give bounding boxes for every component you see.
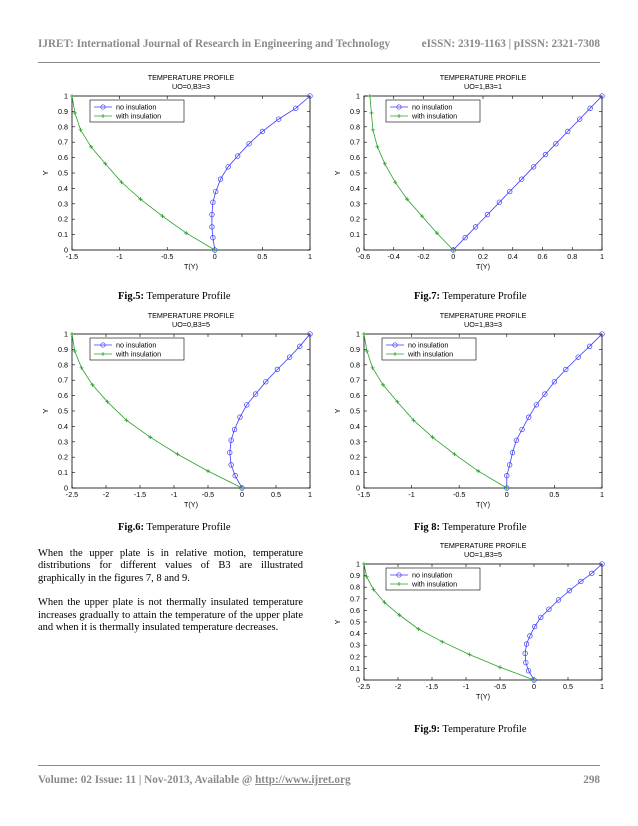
y-tick-label: 0.3 (58, 437, 68, 447)
legend-label: with insulation (116, 349, 162, 359)
y-tick-label: 0.6 (58, 153, 68, 163)
x-tick-label: -1.5 (425, 682, 439, 691)
x-tick-label: -2.5 (357, 682, 371, 691)
x-tick-label: 1 (600, 252, 604, 261)
x-tick-label: -1 (408, 490, 415, 499)
y-tick-label: 0.6 (350, 605, 360, 615)
y-axis-label: Y (333, 619, 342, 625)
legend-label: no insulation (116, 102, 157, 112)
x-axis-label: T(Y) (476, 262, 490, 271)
figure-5-chart (38, 72, 320, 280)
y-tick-label: 0.7 (350, 137, 360, 147)
y-tick-label: 0.1 (58, 230, 68, 240)
footer-link[interactable]: http://www.ijret.org (255, 774, 351, 786)
x-tick-label: 0.6 (537, 252, 548, 261)
y-tick-label: 0.8 (58, 122, 68, 132)
legend-label: no insulation (408, 340, 449, 350)
y-tick-label: 0.7 (58, 375, 68, 385)
y-tick-label: 0.2 (350, 652, 360, 662)
y-axis-label: Y (333, 170, 342, 176)
y-tick-label: 0.5 (350, 168, 360, 178)
x-tick-label: -1.5 (357, 490, 371, 499)
legend-label: with insulation (412, 111, 458, 121)
x-axis-label: T(Y) (184, 262, 198, 271)
y-tick-label: 0.1 (350, 230, 360, 240)
x-tick-label: -0.2 (417, 252, 430, 261)
y-tick-label: 0.5 (350, 617, 360, 627)
y-tick-label: 0.4 (58, 421, 68, 431)
chart-subtitle: UO=1,B3=3 (464, 320, 502, 329)
y-tick-label: 0.8 (350, 122, 360, 132)
data-point-plus (368, 94, 372, 98)
footer-rule (38, 765, 600, 766)
data-point-plus (70, 94, 74, 98)
x-tick-label: 0.4 (507, 252, 518, 261)
y-tick-label: 0.8 (58, 360, 68, 370)
y-tick-label: 0.7 (58, 137, 68, 147)
y-tick-label: 0.1 (350, 663, 360, 673)
data-point-plus (80, 366, 84, 370)
y-tick-label: 0.1 (350, 468, 360, 478)
y-tick-label: 1 (356, 329, 360, 339)
data-point-plus (371, 366, 375, 370)
x-tick-label: 1 (600, 682, 604, 691)
x-tick-label: -0.5 (493, 682, 507, 691)
chart-title: TEMPERATURE PROFILE (439, 311, 527, 320)
x-tick-label: 0 (532, 682, 536, 691)
page-footer (38, 774, 600, 792)
chart-subtitle: UO=0,B3=3 (172, 82, 210, 91)
x-tick-label: -0.5 (161, 252, 174, 261)
y-tick-label: 0.4 (350, 629, 360, 639)
x-tick-label: -0.5 (453, 490, 466, 499)
y-tick-label: 0 (356, 483, 360, 493)
y-axis-label: Y (333, 408, 342, 414)
x-tick-label: -1.5 (133, 490, 147, 499)
series-line-0 (525, 564, 602, 680)
x-tick-label: 0.5 (271, 490, 281, 499)
data-point-plus (206, 469, 210, 473)
legend-label: with insulation (412, 579, 458, 589)
chart-title: TEMPERATURE PROFILE (439, 73, 527, 82)
paragraph-2: When the upper plate is not thermally insulated temperature increases gradually to attain the temperature of the upper plate and when it is thermally insulated temperature decreases. (38, 597, 303, 634)
data-point-plus (498, 665, 502, 669)
y-tick-label: 0 (356, 245, 360, 255)
series-line-0 (212, 96, 310, 250)
chart-subtitle: UO=1,B3=5 (464, 550, 502, 559)
y-tick-label: 0.2 (58, 214, 68, 224)
x-tick-label: -0.4 (387, 252, 400, 261)
x-tick-label: 0.5 (563, 682, 573, 691)
y-tick-label: 0.5 (350, 406, 360, 416)
data-point-plus (467, 652, 471, 656)
figure-9-caption: Fig.9: Temperature Profile (414, 724, 527, 735)
legend-label: with insulation (116, 111, 162, 121)
x-axis-label: T(Y) (476, 692, 490, 701)
chart-title: TEMPERATURE PROFILE (147, 311, 235, 320)
data-point-plus (371, 128, 375, 132)
y-tick-label: 0.4 (58, 183, 68, 193)
y-tick-label: 0.5 (58, 168, 68, 178)
y-tick-label: 0.7 (350, 375, 360, 385)
data-point-plus (440, 640, 444, 644)
data-point-plus (375, 145, 379, 149)
x-tick-label: -1.5 (65, 252, 79, 261)
y-tick-label: 0.9 (350, 344, 360, 354)
series-line-0 (230, 334, 310, 488)
y-axis-label: Y (41, 170, 50, 176)
x-tick-label: 1 (308, 490, 312, 499)
x-tick-label: 0 (212, 252, 217, 261)
y-tick-label: 0.3 (58, 199, 68, 209)
figure-7-chart (330, 72, 612, 280)
header-rule (38, 62, 600, 63)
data-point-plus (70, 332, 74, 336)
data-point-plus (362, 562, 366, 566)
x-tick-label: -1 (170, 490, 178, 499)
y-tick-label: 0.9 (58, 106, 68, 116)
chart-subtitle: UO=0,B3=5 (172, 320, 210, 329)
y-tick-label: 0 (64, 245, 68, 255)
x-axis-label: T(Y) (184, 500, 198, 509)
y-axis-label: Y (41, 408, 50, 414)
y-tick-label: 0.9 (350, 571, 360, 581)
x-tick-label: 0.8 (567, 252, 578, 261)
figure-5-caption: Fig.5: Temperature Profile (118, 291, 231, 302)
y-tick-label: 1 (356, 91, 360, 101)
legend-label: no insulation (412, 102, 453, 112)
series-line-0 (507, 334, 602, 488)
x-tick-label: -1 (462, 682, 470, 691)
data-point-plus (383, 162, 387, 166)
figure-9-chart (330, 540, 612, 710)
x-tick-label: -0.6 (357, 252, 371, 261)
legend-label: no insulation (412, 570, 453, 580)
figure-6-chart (38, 310, 320, 518)
y-tick-label: 0.3 (350, 437, 360, 447)
y-tick-label: 0.7 (350, 594, 360, 604)
y-tick-label: 0.4 (350, 183, 360, 193)
x-tick-label: 0 (240, 490, 244, 499)
chart-subtitle: UO=1,B3=1 (464, 82, 502, 91)
y-tick-label: 0.8 (350, 360, 360, 370)
x-tick-label: 1 (600, 490, 604, 499)
y-tick-label: 0.9 (350, 106, 360, 116)
x-tick-label: -2 (102, 490, 110, 499)
data-point-plus (175, 452, 179, 456)
chart-title: TEMPERATURE PROFILE (439, 541, 527, 550)
paragraph-1: When the upper plate is in relative motion, temperature distributions for different values of B3 are illustrated graphically in the figures 7, 8 and 9. (38, 548, 303, 584)
figure-8-chart (330, 310, 612, 518)
y-tick-label: 0.5 (58, 406, 68, 416)
x-tick-label: 0 (504, 490, 509, 499)
y-tick-label: 0.2 (350, 214, 360, 224)
figure-7-caption: Fig.7: Temperature Profile (414, 291, 527, 302)
journal-title: IJRET: International Journal of Research in Engineering and Technology (38, 38, 391, 50)
body-text (38, 548, 303, 646)
issn-text: eISSN: 2319-1163 | pISSN: 2321-7308 (421, 38, 600, 50)
data-point-plus (79, 128, 83, 132)
x-axis-label: T(Y) (476, 500, 490, 509)
y-tick-label: 0.6 (58, 391, 68, 401)
x-tick-label: 0 (451, 252, 456, 261)
footer-volume: Volume: 02 Issue: 11 | Nov-2013, Available @ http://www.ijret.org (38, 774, 351, 786)
x-tick-label: 0.2 (478, 252, 488, 261)
chart-title: TEMPERATURE PROFILE (147, 73, 235, 82)
x-tick-label: -2.5 (65, 490, 79, 499)
y-tick-label: 0.2 (350, 452, 360, 462)
figure-6-caption: Fig.6: Temperature Profile (118, 522, 231, 533)
x-tick-label: -2 (394, 682, 402, 691)
y-tick-label: 1 (64, 329, 68, 339)
y-tick-label: 0.1 (58, 468, 68, 478)
x-tick-label: -1 (116, 252, 123, 261)
y-tick-label: 1 (356, 559, 360, 569)
x-tick-label: -0.5 (201, 490, 215, 499)
x-tick-label: 1 (308, 252, 312, 261)
data-point-plus (362, 332, 366, 336)
legend-label: with insulation (408, 349, 454, 359)
y-tick-label: 0.6 (350, 153, 360, 163)
y-tick-label: 0 (64, 483, 68, 493)
y-tick-label: 0 (356, 675, 360, 685)
y-tick-label: 0.8 (350, 582, 360, 592)
y-tick-label: 0.9 (58, 344, 68, 354)
x-tick-label: 0.5 (549, 490, 560, 499)
y-tick-label: 0.2 (58, 452, 68, 462)
y-tick-label: 0.3 (350, 640, 360, 650)
y-tick-label: 0.4 (350, 421, 360, 431)
x-tick-label: 0.5 (257, 252, 268, 261)
y-tick-label: 1 (64, 91, 68, 101)
page-header (38, 38, 600, 58)
y-tick-label: 0.3 (350, 199, 360, 209)
page-number: 298 (583, 774, 600, 786)
figure-8-caption: Fig 8: Temperature Profile (414, 522, 527, 533)
legend-label: no insulation (116, 340, 157, 350)
y-tick-label: 0.6 (350, 391, 360, 401)
data-point-plus (369, 111, 373, 115)
